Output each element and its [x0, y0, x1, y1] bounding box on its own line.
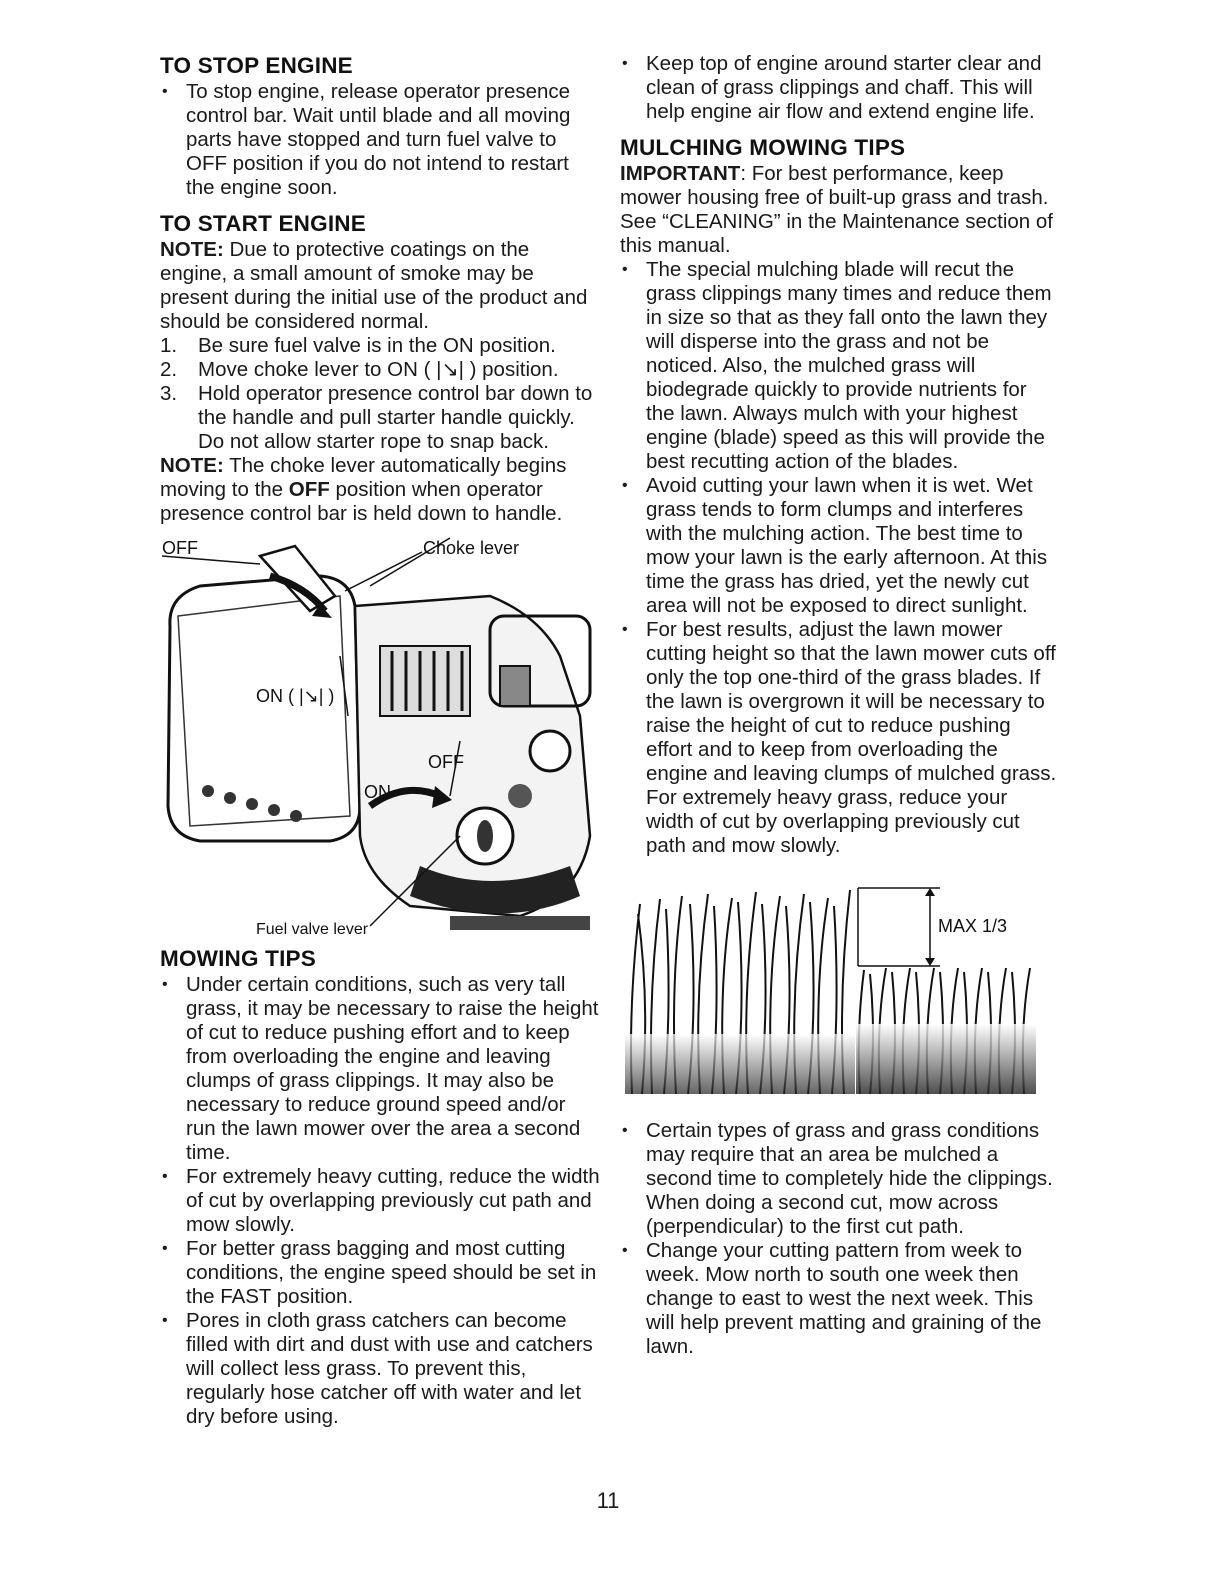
engine-illustration — [160, 536, 600, 940]
list-item: • The special mulching blade will recut the grass clippings many times and reduce them in size so that as they fall onto the lawn they will disperse into the grass and not be noticed. Also, the mulched grass will biodegrade quickly to provide nutrients for the lawn. Always mulch with your highest engine (blade) speed as this will provide the best recutting action of the blades. — [620, 258, 1060, 474]
list-item: • Certain types of grass and grass conditions may require that an area be mulched a second time to completely hide the clippings. When doing a second cut, mow across (perpendicular) to the first cut path. — [620, 1119, 1060, 1239]
list-item: • Pores in cloth grass catchers can become filled with dirt and dust with use and catchers will collect less grass. To prevent this, regularly hose catcher off with water and let dry before using. — [160, 1309, 600, 1429]
cut-pattern-list — [620, 1119, 1060, 1359]
start-engine-steps — [160, 334, 600, 454]
mowing-tips-heading: MOWING TIPS — [160, 946, 316, 971]
starter-clean-list — [620, 52, 1060, 124]
choke-lever-label: Choke lever — [423, 538, 520, 558]
stop-engine-heading: TO STOP ENGINE — [160, 53, 353, 78]
off-label: OFF — [162, 538, 198, 558]
stop-engine-list — [160, 80, 600, 200]
list-item: • To stop engine, release operator presence control bar. Wait until blade and all moving parts have stopped and turn fuel valve to OFF position if you do not intend to restart the engine soon. — [160, 80, 600, 200]
engine-choke-figure — [160, 536, 600, 945]
fuel-valve-label: Fuel valve lever — [256, 921, 369, 938]
mowing-tips-list — [160, 973, 600, 1429]
mulching-heading: MULCHING MOWING TIPS — [620, 135, 906, 160]
list-item: • Change your cutting pattern from week to week. Mow north to south one week then change to east to west the next week. This will help prevent matting and graining of the lawn. — [620, 1239, 1060, 1359]
important-note: IMPORTANT: For best performance, keep mower housing free of built-up grass and trash. See “CLEANING” in the Maintenance section of this manual. — [620, 162, 1053, 257]
left-column — [160, 52, 600, 1429]
list-item: • For best results, adjust the lawn mower cutting height so that the lawn mower cuts off only the top one-third of the grass blades. If the lawn is overgrown it will be necessary to raise the height of cut to reduce pushing effort and to keep from overloading the engine and leaving clumps of mulched grass. For extremely heavy grass, reduce your width of cut by overlapping previously cut path and mow slowly. — [620, 618, 1060, 858]
step-item: 1. Be sure fuel valve is in the ON position. — [160, 334, 556, 357]
max-label: MAX 1/3 — [938, 916, 1008, 936]
start-engine-note-1: NOTE: Due to protective coatings on the engine, a small amount of smoke may be present during the initial use of the product and should be considered normal. — [160, 238, 588, 333]
note-label: NOTE: — [160, 238, 224, 261]
right-column — [620, 52, 1060, 1359]
start-engine-heading: TO START ENGINE — [160, 211, 366, 236]
mulching-list — [620, 258, 1060, 858]
grass-height-figure — [620, 884, 1060, 1109]
list-item: • Under certain conditions, such as very tall grass, it may be necessary to raise the height of cut to reduce pushing effort and to keep from overloading the engine and leaving clumps of grass clippings. It may also be necessary to reduce ground speed and/or run the lawn mower over the area a second time. — [160, 973, 600, 1165]
choke-on-label: ON ( |↘| ) — [256, 686, 335, 706]
step-item: 3. Hold operator presence control bar down to the handle and pull starter handle quickly. Do not allow starter rope to snap back. — [160, 382, 593, 453]
fuel-on-label: ON — [364, 782, 391, 802]
list-item: • Avoid cutting your lawn when it is wet. Wet grass tends to form clumps and interferes with the mulching action. The best time to mow your lawn is the early afternoon. At this time the grass has dried, yet the newly cut area will not be exposed to direct sunlight. — [620, 474, 1060, 618]
step-item: 2. Move choke lever to ON ( |↘| ) position. — [160, 358, 559, 381]
page-number: 11 — [596, 1488, 620, 1513]
grass-illustration — [620, 884, 1040, 1104]
list-item: • For extremely heavy cutting, reduce the width of cut by overlapping previously cut path and mow slowly. — [160, 1165, 600, 1237]
important-label: IMPORTANT — [620, 162, 741, 185]
fuel-off-label: OFF — [428, 752, 464, 772]
list-item: • For better grass bagging and most cutting conditions, the engine speed should be set in the FAST position. — [160, 1237, 600, 1309]
note-label: NOTE: — [160, 454, 224, 477]
start-engine-note-2: NOTE: The choke lever automatically begins moving to the OFF position when operator presence control bar is held down to handle. — [160, 454, 567, 525]
list-item: • Keep top of engine around starter clear and clean of grass clippings and chaff. This will help engine air flow and extend engine life. — [620, 52, 1060, 124]
